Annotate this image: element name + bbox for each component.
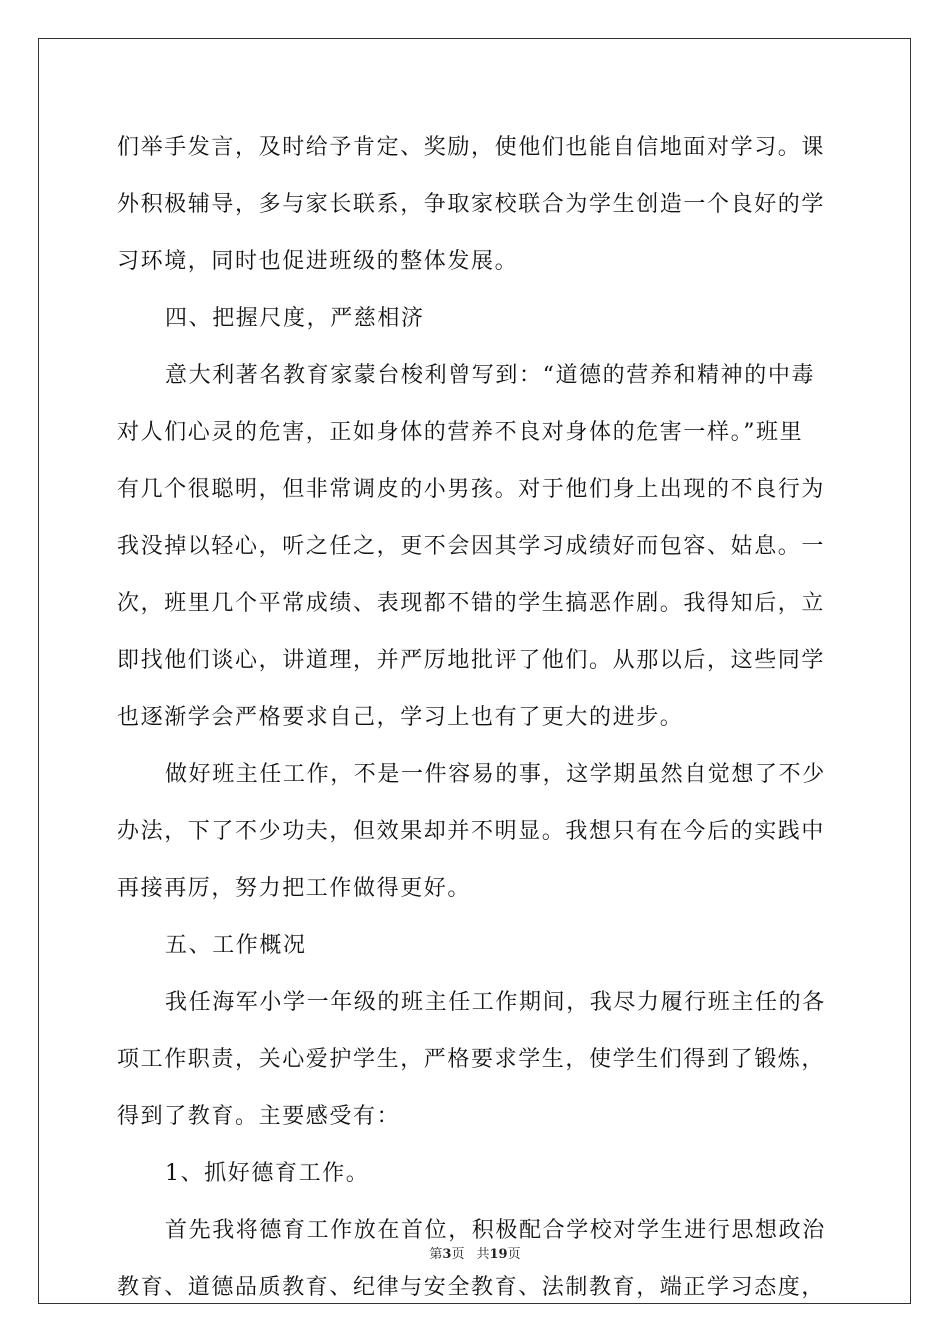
text-line: 对人们心灵的危害，正如身体的营养不良对身体的危害一样。”班里 [117,420,804,445]
text-line: 做好班主任工作，不是一件容易的事，这学期虽然自觉想了不少 [165,762,826,787]
total-prefix: 共 [476,1247,490,1262]
text-line: 教育、道德品质教育、纪律与安全教育、法制教育，端正学习态度， [117,1275,826,1300]
page-footer [0,1243,950,1262]
total-pages: 19 [489,1247,508,1262]
total-suffix: 页 [507,1247,521,1262]
text-line: 得到了教育。主要感受有： [117,1104,401,1129]
text-line: 项工作职责，关心爱护学生，严格要求学生，使学生们得到了锻炼， [117,1047,826,1072]
text-line: 外积极辅导，多与家长联系，争取家校联合为学生创造一个良好的学 [117,192,826,217]
text-line: 次，班里几个平常成绩、表现都不错的学生搞恶作剧。我得知后，立 [117,591,826,616]
section-heading: 四、把握尺度，严慈相济 [165,306,425,331]
page-suffix: 页 [451,1247,465,1262]
text-line: 办法，下了不少功夫，但效果却并不明显。我想只有在今后的实践中 [117,819,826,844]
text-line: 意大利著名教育家蒙台梭利曾写到：“道德的营养和精神的中毒 [165,363,816,388]
text-line: 们举手发言，及时给予肯定、奖励，使他们也能自信地面对学习。课 [117,135,826,160]
text-line: 即找他们谈心，讲道理，并严厉地批评了他们。从那以后，这些同学 [117,648,826,673]
subsection-heading: 1、抓好德育工作。 [165,1161,370,1186]
section-heading: 五、工作概况 [165,933,307,958]
text-line: 也逐渐学会严格要求自己，学习上也有了更大的进步。 [117,705,684,730]
text-line: 再接再厉，努力把工作做得更好。 [117,876,472,901]
text-line: 我没掉以轻心，听之任之，更不会因其学习成绩好而包容、姑息。一 [117,534,826,559]
text-line: 习环境，同时也促进班级的整体发展。 [117,249,519,274]
page-prefix: 第 [429,1247,443,1262]
text-line: 有几个很聪明，但非常调皮的小男孩。对于他们身上出现的不良行为 [117,477,826,502]
page-number: 3 [442,1247,452,1262]
document-body [117,126,833,1323]
text-line: 我任海军小学一年级的班主任工作期间，我尽力履行班主任的各 [165,990,826,1015]
text-line: 首先我将德育工作放在首位，积极配合学校对学生进行思想政治 [165,1218,826,1243]
